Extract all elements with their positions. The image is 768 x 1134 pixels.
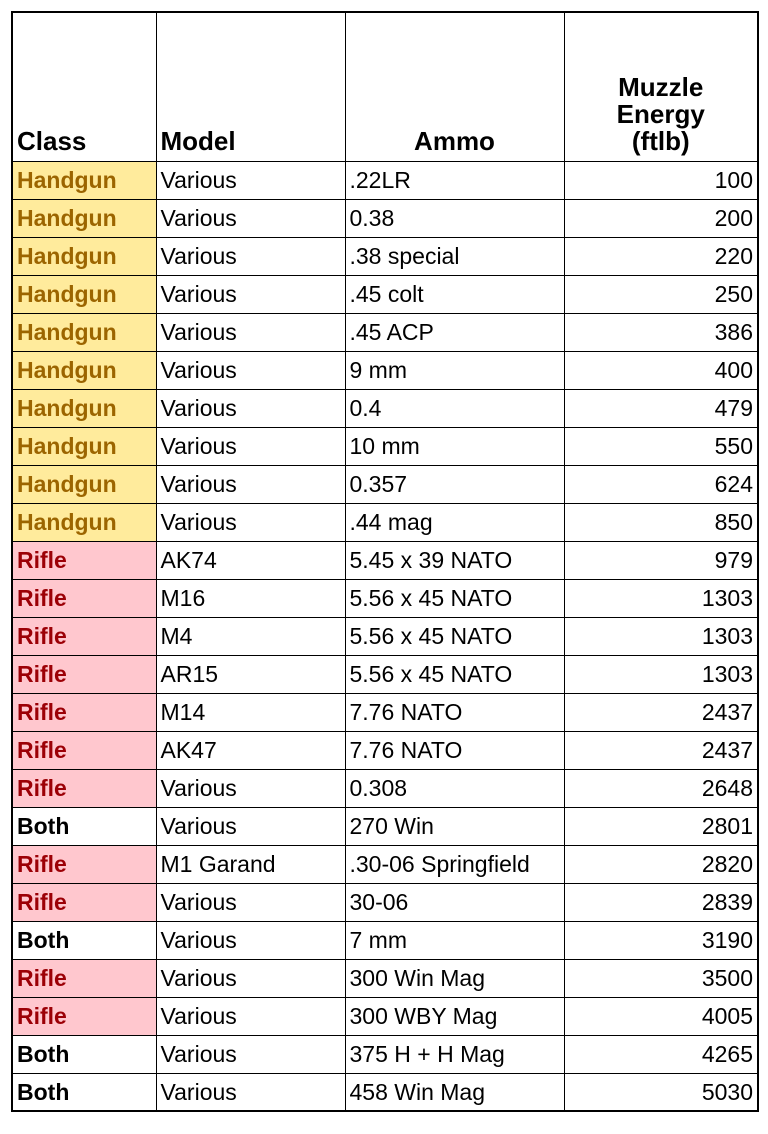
cell-ammo[interactable]: 300 Win Mag	[345, 959, 564, 997]
cell-class[interactable]: Rifle	[12, 769, 156, 807]
table-row[interactable]	[12, 693, 758, 731]
cell-class[interactable]: Handgun	[12, 389, 156, 427]
table-row[interactable]	[12, 503, 758, 541]
table-row[interactable]	[12, 845, 758, 883]
cell-class[interactable]: Rifle	[12, 845, 156, 883]
cell-model[interactable]: AR15	[156, 655, 345, 693]
cell-muzzle-energy[interactable]: 1303	[564, 655, 758, 693]
cell-class[interactable]: Handgun	[12, 427, 156, 465]
cell-muzzle-energy[interactable]: 550	[564, 427, 758, 465]
cell-muzzle-energy[interactable]: 386	[564, 313, 758, 351]
cell-class[interactable]: Both	[12, 1073, 156, 1111]
cell-ammo[interactable]: .30-06 Springfield	[345, 845, 564, 883]
table-row[interactable]	[12, 1073, 758, 1111]
cell-muzzle-energy[interactable]: 2801	[564, 807, 758, 845]
cell-muzzle-energy[interactable]: 2437	[564, 693, 758, 731]
column-header-muzzle-energy-line3: (ftlb)	[631, 126, 690, 157]
table-header-row	[12, 12, 758, 161]
cell-ammo[interactable]: .22LR	[345, 161, 564, 199]
table-row[interactable]	[12, 1035, 758, 1073]
cell-muzzle-energy[interactable]: 200	[564, 199, 758, 237]
cell-model[interactable]: M16	[156, 579, 345, 617]
table-row[interactable]	[12, 351, 758, 389]
table-row[interactable]	[12, 617, 758, 655]
column-header-model[interactable]: Model	[156, 12, 345, 161]
cell-muzzle-energy[interactable]: 250	[564, 275, 758, 313]
cell-muzzle-energy[interactable]: 979	[564, 541, 758, 579]
cell-class[interactable]: Handgun	[12, 313, 156, 351]
cell-ammo[interactable]: .44 mag	[345, 503, 564, 541]
cell-model[interactable]: Various	[156, 313, 345, 351]
cell-class[interactable]: Handgun	[12, 503, 156, 541]
cell-model[interactable]: Various	[156, 1073, 345, 1111]
cell-ammo[interactable]: 5.56 x 45 NATO	[345, 655, 564, 693]
cell-ammo[interactable]: 0.4	[345, 389, 564, 427]
cell-model[interactable]: Various	[156, 351, 345, 389]
cell-class[interactable]: Handgun	[12, 237, 156, 275]
cell-model[interactable]: M14	[156, 693, 345, 731]
table-header	[12, 12, 758, 161]
table-row[interactable]	[12, 199, 758, 237]
cell-class[interactable]: Rifle	[12, 617, 156, 655]
cell-class[interactable]: Rifle	[12, 541, 156, 579]
cell-ammo[interactable]: 9 mm	[345, 351, 564, 389]
cell-ammo[interactable]: .38 special	[345, 237, 564, 275]
cell-ammo[interactable]: 270 Win	[345, 807, 564, 845]
cell-class[interactable]: Rifle	[12, 693, 156, 731]
cell-muzzle-energy[interactable]: 4265	[564, 1035, 758, 1073]
cell-class[interactable]: Handgun	[12, 199, 156, 237]
cell-muzzle-energy[interactable]: 3500	[564, 959, 758, 997]
table-row[interactable]	[12, 579, 758, 617]
cell-ammo[interactable]: .45 colt	[345, 275, 564, 313]
cell-class[interactable]: Handgun	[12, 465, 156, 503]
cell-model[interactable]: Various	[156, 427, 345, 465]
cell-model[interactable]: Various	[156, 959, 345, 997]
cell-ammo[interactable]: 458 Win Mag	[345, 1073, 564, 1111]
table-row[interactable]	[12, 769, 758, 807]
cell-class[interactable]: Rifle	[12, 579, 156, 617]
muzzle-energy-table-container	[11, 11, 757, 1122]
cell-model[interactable]: Various	[156, 807, 345, 845]
table-row[interactable]	[12, 237, 758, 275]
cell-muzzle-energy[interactable]: 624	[564, 465, 758, 503]
cell-muzzle-energy[interactable]: 2648	[564, 769, 758, 807]
cell-ammo[interactable]: 30-06	[345, 883, 564, 921]
cell-ammo[interactable]: .45 ACP	[345, 313, 564, 351]
cell-model[interactable]: Various	[156, 161, 345, 199]
muzzle-energy-table	[11, 11, 759, 1112]
cell-model[interactable]: Various	[156, 769, 345, 807]
cell-class[interactable]: Rifle	[12, 883, 156, 921]
cell-model[interactable]: Various	[156, 465, 345, 503]
cell-model[interactable]: AK47	[156, 731, 345, 769]
table-row[interactable]	[12, 465, 758, 503]
cell-model[interactable]: Various	[156, 389, 345, 427]
column-header-class[interactable]: Class	[12, 12, 156, 161]
column-header-muzzle-energy-line2: Energy	[616, 98, 705, 129]
column-header-ammo[interactable]: Ammo	[345, 12, 564, 161]
table-row[interactable]	[12, 807, 758, 845]
cell-ammo[interactable]: 5.56 x 45 NATO	[345, 579, 564, 617]
table-row[interactable]	[12, 161, 758, 199]
cell-class[interactable]: Both	[12, 1035, 156, 1073]
cell-model[interactable]: Various	[156, 883, 345, 921]
cell-ammo[interactable]: 0.357	[345, 465, 564, 503]
cell-model[interactable]: AK74	[156, 541, 345, 579]
table-row[interactable]	[12, 313, 758, 351]
cell-muzzle-energy[interactable]: 100	[564, 161, 758, 199]
cell-ammo[interactable]: 5.45 x 39 NATO	[345, 541, 564, 579]
cell-ammo[interactable]: 10 mm	[345, 427, 564, 465]
table-row[interactable]	[12, 959, 758, 997]
table-row[interactable]	[12, 921, 758, 959]
cell-ammo[interactable]: 0.38	[345, 199, 564, 237]
cell-ammo[interactable]: 0.308	[345, 769, 564, 807]
cell-ammo[interactable]: 7 mm	[345, 921, 564, 959]
cell-class[interactable]: Handgun	[12, 275, 156, 313]
cell-class[interactable]: Rifle	[12, 959, 156, 997]
cell-class[interactable]: Rifle	[12, 731, 156, 769]
cell-class[interactable]: Both	[12, 807, 156, 845]
cell-class[interactable]: Both	[12, 921, 156, 959]
column-header-muzzle-energy[interactable]	[564, 12, 758, 161]
cell-ammo[interactable]: 7.76 NATO	[345, 693, 564, 731]
cell-model[interactable]: M4	[156, 617, 345, 655]
cell-class[interactable]: Handgun	[12, 161, 156, 199]
cell-model[interactable]: Various	[156, 199, 345, 237]
table-row[interactable]	[12, 427, 758, 465]
cell-muzzle-energy[interactable]: 2437	[564, 731, 758, 769]
table-row[interactable]	[12, 655, 758, 693]
cell-model[interactable]: Various	[156, 921, 345, 959]
cell-muzzle-energy[interactable]: 850	[564, 503, 758, 541]
cell-muzzle-energy[interactable]: 400	[564, 351, 758, 389]
cell-muzzle-energy[interactable]: 2820	[564, 845, 758, 883]
table-row[interactable]	[12, 389, 758, 427]
cell-muzzle-energy[interactable]: 4005	[564, 997, 758, 1035]
table-row[interactable]	[12, 997, 758, 1035]
cell-model[interactable]: Various	[156, 275, 345, 313]
cell-ammo[interactable]: 375 H + H Mag	[345, 1035, 564, 1073]
cell-muzzle-energy[interactable]: 1303	[564, 579, 758, 617]
cell-model[interactable]: Various	[156, 503, 345, 541]
table-row[interactable]	[12, 883, 758, 921]
cell-class[interactable]: Handgun	[12, 351, 156, 389]
cell-class[interactable]: Rifle	[12, 655, 156, 693]
cell-model[interactable]: Various	[156, 1035, 345, 1073]
cell-muzzle-energy[interactable]: 1303	[564, 617, 758, 655]
cell-model[interactable]: M1 Garand	[156, 845, 345, 883]
cell-ammo[interactable]: 5.56 x 45 NATO	[345, 617, 564, 655]
cell-ammo[interactable]: 7.76 NATO	[345, 731, 564, 769]
column-header-muzzle-energy-line1: Muzzle	[618, 71, 704, 102]
table-body	[12, 161, 758, 1111]
cell-muzzle-energy[interactable]: 3190	[564, 921, 758, 959]
table-row[interactable]	[12, 275, 758, 313]
cell-muzzle-energy[interactable]: 2839	[564, 883, 758, 921]
cell-muzzle-energy[interactable]: 5030	[564, 1073, 758, 1111]
cell-class[interactable]: Rifle	[12, 997, 156, 1035]
table-row[interactable]	[12, 731, 758, 769]
cell-ammo[interactable]: 300 WBY Mag	[345, 997, 564, 1035]
table-row[interactable]	[12, 541, 758, 579]
cell-model[interactable]: Various	[156, 237, 345, 275]
cell-model[interactable]: Various	[156, 997, 345, 1035]
cell-muzzle-energy[interactable]: 220	[564, 237, 758, 275]
cell-muzzle-energy[interactable]: 479	[564, 389, 758, 427]
